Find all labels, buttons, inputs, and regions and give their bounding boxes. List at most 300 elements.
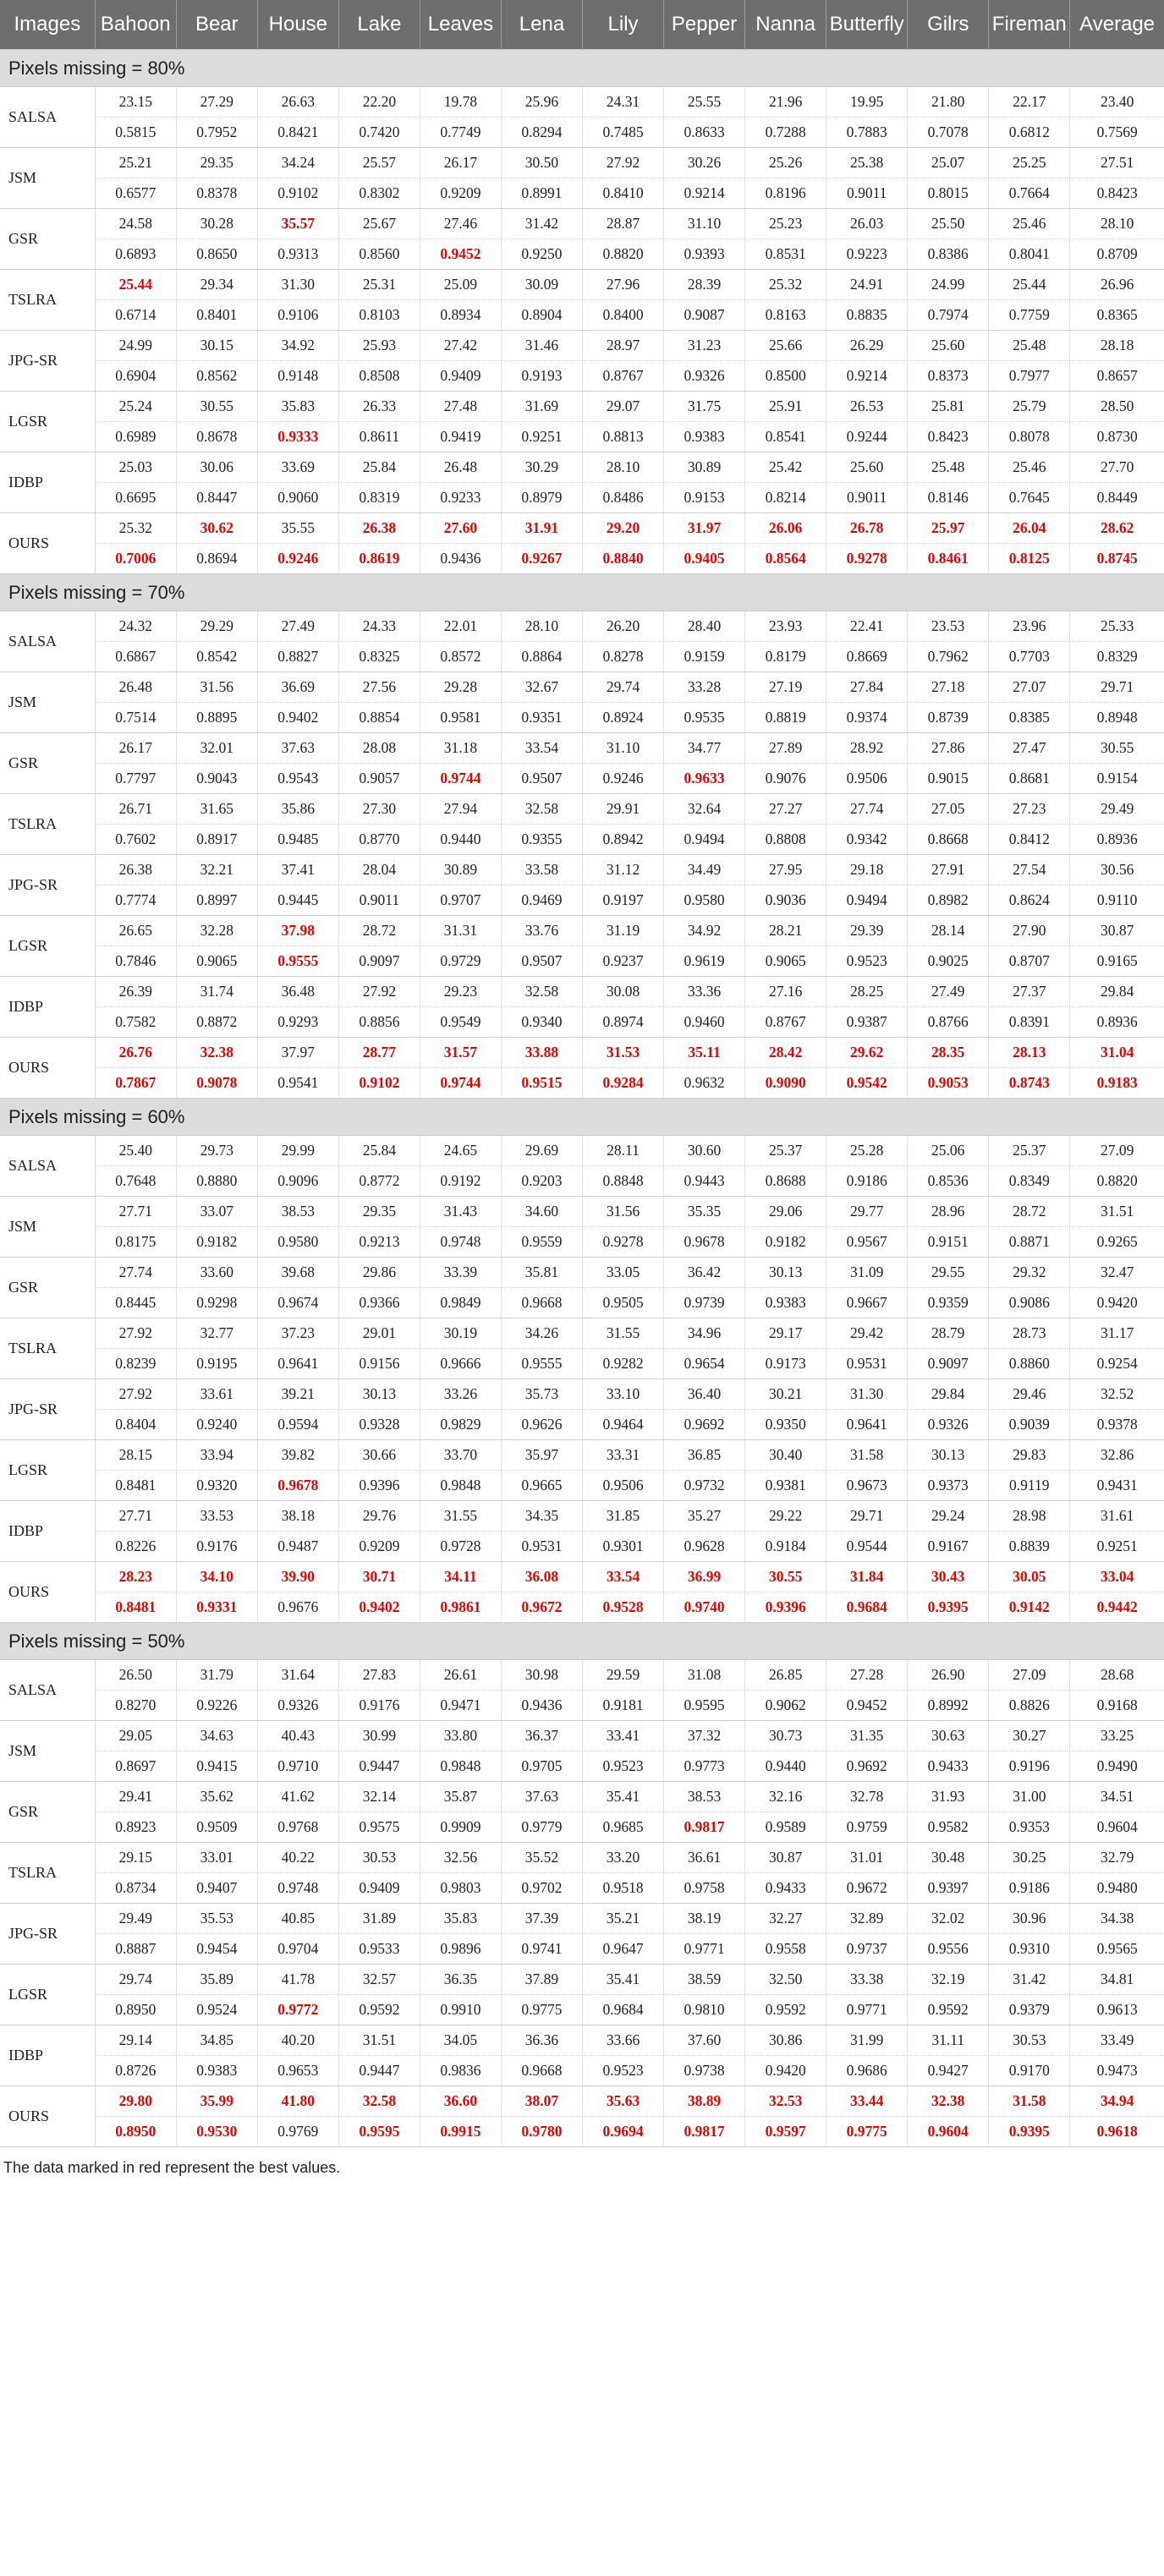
psnr-value-cell: 27.71 <box>95 1501 176 1532</box>
psnr-value-cell: 37.89 <box>501 1965 582 1995</box>
table-row <box>0 483 1164 513</box>
psnr-value-cell: 25.97 <box>908 513 989 544</box>
psnr-value-cell: 27.18 <box>908 672 989 703</box>
ssim-value-cell: 0.8923 <box>95 1812 176 1843</box>
ssim-value-cell: 0.9326 <box>664 361 745 392</box>
ssim-value-cell: 0.9685 <box>583 1812 664 1843</box>
ssim-value-cell: 0.6577 <box>95 178 176 209</box>
ssim-value-cell: 0.9402 <box>257 703 338 733</box>
psnr-value-cell: 29.84 <box>1070 977 1164 1007</box>
psnr-value-cell: 28.98 <box>989 1501 1070 1532</box>
ssim-value-cell: 0.9829 <box>420 1410 501 1440</box>
ssim-value-cell: 0.9523 <box>583 2056 664 2086</box>
psnr-value-cell: 37.60 <box>664 2025 745 2056</box>
method-name: GSR <box>0 733 95 794</box>
psnr-value-cell: 29.24 <box>908 1501 989 1532</box>
ssim-value-cell: 0.9810 <box>664 1995 745 2025</box>
psnr-value-cell: 29.77 <box>826 1197 908 1227</box>
table-row <box>0 1318 1164 1349</box>
psnr-value-cell: 29.73 <box>176 1136 257 1166</box>
header-cell: Pepper <box>664 0 745 50</box>
ssim-value-cell: 0.9543 <box>257 764 338 794</box>
ssim-value-cell: 0.9102 <box>338 1068 420 1099</box>
ssim-value-cell: 0.9595 <box>664 1691 745 1721</box>
psnr-value-cell: 27.89 <box>745 733 826 764</box>
psnr-value-cell: 30.89 <box>420 855 501 885</box>
ssim-value-cell: 0.9193 <box>501 361 582 392</box>
ssim-value-cell: 0.8175 <box>95 1227 176 1258</box>
ssim-value-cell: 0.7703 <box>989 642 1070 672</box>
ssim-value-cell: 0.8808 <box>745 825 826 855</box>
ssim-value-cell: 0.9447 <box>338 1751 420 1782</box>
ssim-value-cell: 0.9313 <box>257 239 338 270</box>
method-name: OURS <box>0 1562 95 1623</box>
psnr-value-cell: 25.31 <box>338 270 420 300</box>
psnr-value-cell: 30.26 <box>664 148 745 178</box>
ssim-value-cell: 0.8681 <box>989 764 1070 794</box>
ssim-value-cell: 0.9195 <box>176 1349 257 1379</box>
ssim-value-cell: 0.9633 <box>664 764 745 794</box>
psnr-value-cell: 35.97 <box>501 1440 582 1471</box>
psnr-value-cell: 33.28 <box>664 672 745 703</box>
ssim-value-cell: 0.9011 <box>826 178 908 209</box>
ssim-value-cell: 0.9469 <box>501 885 582 916</box>
ssim-value-cell: 0.8734 <box>95 1873 176 1904</box>
psnr-value-cell: 23.53 <box>908 611 989 642</box>
table-body <box>0 50 1164 2147</box>
ssim-value-cell: 0.8872 <box>176 1007 257 1038</box>
ssim-value-cell: 0.9284 <box>583 1068 664 1099</box>
ssim-value-cell: 0.8887 <box>95 1934 176 1965</box>
table-row <box>0 178 1164 209</box>
ssim-value-cell: 0.8421 <box>257 118 338 148</box>
ssim-value-cell: 0.8412 <box>989 825 1070 855</box>
psnr-value-cell: 19.95 <box>826 87 908 118</box>
table-row <box>0 1038 1164 1068</box>
psnr-value-cell: 29.18 <box>826 855 908 885</box>
table-row <box>0 1782 1164 1812</box>
ssim-value-cell: 0.9692 <box>826 1751 908 1782</box>
psnr-value-cell: 25.33 <box>1070 611 1164 642</box>
psnr-value-cell: 26.63 <box>257 87 338 118</box>
ssim-value-cell: 0.9395 <box>908 1592 989 1623</box>
ssim-value-cell: 0.9528 <box>583 1592 664 1623</box>
psnr-value-cell: 24.58 <box>95 209 176 239</box>
ssim-value-cell: 0.9278 <box>826 544 908 574</box>
psnr-value-cell: 34.94 <box>1070 2086 1164 2117</box>
psnr-value-cell: 27.51 <box>1070 148 1164 178</box>
ssim-value-cell: 0.9182 <box>745 1227 826 1258</box>
psnr-value-cell: 39.90 <box>257 1562 338 1592</box>
ssim-value-cell: 0.8423 <box>1070 178 1164 209</box>
psnr-value-cell: 28.40 <box>664 611 745 642</box>
method-name: LGSR <box>0 392 95 452</box>
ssim-value-cell: 0.9592 <box>908 1995 989 2025</box>
ssim-value-cell: 0.9494 <box>826 885 908 916</box>
psnr-value-cell: 24.91 <box>826 270 908 300</box>
ssim-value-cell: 0.9531 <box>826 1349 908 1379</box>
psnr-value-cell: 27.09 <box>1070 1136 1164 1166</box>
table-row <box>0 1501 1164 1532</box>
ssim-value-cell: 0.9282 <box>583 1349 664 1379</box>
ssim-value-cell: 0.9604 <box>1070 1812 1164 1843</box>
ssim-value-cell: 0.9849 <box>420 1288 501 1318</box>
table-row <box>0 1691 1164 1721</box>
ssim-value-cell: 0.7645 <box>989 483 1070 513</box>
group-header-row <box>0 1099 1164 1136</box>
ssim-value-cell: 0.9707 <box>420 885 501 916</box>
psnr-value-cell: 37.63 <box>257 733 338 764</box>
psnr-value-cell: 30.09 <box>501 270 582 300</box>
ssim-value-cell: 0.8688 <box>745 1166 826 1197</box>
ssim-value-cell: 0.9251 <box>1070 1532 1164 1562</box>
psnr-value-cell: 26.48 <box>95 672 176 703</box>
ssim-value-cell: 0.9692 <box>664 1410 745 1440</box>
ssim-value-cell: 0.9310 <box>989 1934 1070 1965</box>
method-name: OURS <box>0 513 95 574</box>
header-cell: Fireman <box>989 0 1070 50</box>
ssim-value-cell: 0.7749 <box>420 118 501 148</box>
ssim-value-cell: 0.7977 <box>989 361 1070 392</box>
psnr-value-cell: 39.68 <box>257 1258 338 1288</box>
psnr-value-cell: 35.63 <box>583 2086 664 2117</box>
psnr-value-cell: 25.96 <box>501 87 582 118</box>
table-row <box>0 1068 1164 1099</box>
psnr-value-cell: 38.59 <box>664 1965 745 1995</box>
psnr-value-cell: 27.29 <box>176 87 257 118</box>
psnr-value-cell: 28.77 <box>338 1038 420 1068</box>
ssim-value-cell: 0.9848 <box>420 1471 501 1501</box>
psnr-value-cell: 40.22 <box>257 1843 338 1873</box>
ssim-value-cell: 0.8564 <box>745 544 826 574</box>
method-name: JSM <box>0 1721 95 1782</box>
psnr-value-cell: 28.72 <box>338 916 420 946</box>
ssim-value-cell: 0.9043 <box>176 764 257 794</box>
psnr-value-cell: 29.39 <box>826 916 908 946</box>
psnr-value-cell: 32.58 <box>501 794 582 825</box>
method-name: TSLRA <box>0 1843 95 1904</box>
ssim-value-cell: 0.9686 <box>826 2056 908 2086</box>
psnr-value-cell: 29.49 <box>95 1904 176 1934</box>
ssim-value-cell: 0.9684 <box>826 1592 908 1623</box>
ssim-value-cell: 0.9567 <box>826 1227 908 1258</box>
psnr-value-cell: 31.58 <box>826 1440 908 1471</box>
ssim-value-cell: 0.9278 <box>583 1227 664 1258</box>
psnr-value-cell: 34.85 <box>176 2025 257 2056</box>
psnr-value-cell: 27.37 <box>989 977 1070 1007</box>
psnr-value-cell: 25.50 <box>908 209 989 239</box>
psnr-value-cell: 25.84 <box>338 452 420 483</box>
psnr-value-cell: 31.43 <box>420 1197 501 1227</box>
ssim-value-cell: 0.9176 <box>176 1532 257 1562</box>
psnr-value-cell: 27.16 <box>745 977 826 1007</box>
psnr-value-cell: 34.92 <box>664 916 745 946</box>
psnr-value-cell: 32.77 <box>176 1318 257 1349</box>
psnr-value-cell: 30.73 <box>745 1721 826 1751</box>
ssim-value-cell: 0.8404 <box>95 1410 176 1440</box>
ssim-value-cell: 0.9710 <box>257 1751 338 1782</box>
table-row <box>0 452 1164 483</box>
psnr-value-cell: 25.07 <box>908 148 989 178</box>
method-name: JSM <box>0 1197 95 1258</box>
psnr-value-cell: 22.20 <box>338 87 420 118</box>
ssim-value-cell: 0.9447 <box>338 2056 420 2086</box>
psnr-value-cell: 36.61 <box>664 1843 745 1873</box>
psnr-value-cell: 37.97 <box>257 1038 338 1068</box>
psnr-value-cell: 27.05 <box>908 794 989 825</box>
psnr-value-cell: 35.73 <box>501 1379 582 1410</box>
header-cell: Butterfly <box>826 0 908 50</box>
psnr-value-cell: 29.71 <box>1070 672 1164 703</box>
psnr-value-cell: 34.92 <box>257 331 338 361</box>
psnr-value-cell: 29.76 <box>338 1501 420 1532</box>
ssim-value-cell: 0.9405 <box>664 544 745 574</box>
ssim-value-cell: 0.9420 <box>1070 1288 1164 1318</box>
psnr-value-cell: 26.17 <box>95 733 176 764</box>
psnr-value-cell: 31.18 <box>420 733 501 764</box>
ssim-value-cell: 0.8668 <box>908 825 989 855</box>
ssim-value-cell: 0.8386 <box>908 239 989 270</box>
ssim-value-cell: 0.8826 <box>989 1691 1070 1721</box>
ssim-value-cell: 0.9244 <box>826 422 908 452</box>
method-name: IDBP <box>0 1501 95 1562</box>
ssim-value-cell: 0.6695 <box>95 483 176 513</box>
psnr-value-cell: 34.26 <box>501 1318 582 1349</box>
ssim-value-cell: 0.9592 <box>745 1995 826 2025</box>
ssim-value-cell: 0.9442 <box>1070 1592 1164 1623</box>
table-row <box>0 1288 1164 1318</box>
table-row <box>0 1258 1164 1288</box>
psnr-value-cell: 34.49 <box>664 855 745 885</box>
group-label: Pixels missing = 70% <box>0 574 1164 611</box>
table-row <box>0 148 1164 178</box>
psnr-value-cell: 30.19 <box>420 1318 501 1349</box>
psnr-value-cell: 33.66 <box>583 2025 664 2056</box>
ssim-value-cell: 0.9817 <box>664 2117 745 2147</box>
ssim-value-cell: 0.9594 <box>257 1410 338 1440</box>
ssim-value-cell: 0.7797 <box>95 764 176 794</box>
psnr-value-cell: 32.89 <box>826 1904 908 1934</box>
ssim-value-cell: 0.7867 <box>95 1068 176 1099</box>
psnr-value-cell: 26.78 <box>826 513 908 544</box>
ssim-value-cell: 0.9381 <box>745 1471 826 1501</box>
ssim-value-cell: 0.9581 <box>420 703 501 733</box>
ssim-value-cell: 0.9665 <box>501 1471 582 1501</box>
ssim-value-cell: 0.9748 <box>420 1227 501 1258</box>
ssim-value-cell: 0.8486 <box>583 483 664 513</box>
table-row <box>0 209 1164 239</box>
ssim-value-cell: 0.9836 <box>420 2056 501 2086</box>
psnr-value-cell: 27.83 <box>338 1660 420 1691</box>
table-row <box>0 1721 1164 1751</box>
psnr-value-cell: 25.42 <box>745 452 826 483</box>
psnr-value-cell: 29.42 <box>826 1318 908 1349</box>
psnr-value-cell: 33.10 <box>583 1379 664 1410</box>
ssim-value-cell: 0.9039 <box>989 1410 1070 1440</box>
table-row <box>0 1379 1164 1410</box>
psnr-value-cell: 33.53 <box>176 1501 257 1532</box>
psnr-value-cell: 26.33 <box>338 392 420 422</box>
ssim-value-cell: 0.8500 <box>745 361 826 392</box>
psnr-value-cell: 30.29 <box>501 452 582 483</box>
psnr-value-cell: 23.93 <box>745 611 826 642</box>
psnr-value-cell: 31.00 <box>989 1782 1070 1812</box>
psnr-value-cell: 25.48 <box>989 331 1070 361</box>
ssim-value-cell: 0.8950 <box>95 2117 176 2147</box>
psnr-value-cell: 35.35 <box>664 1197 745 1227</box>
psnr-value-cell: 22.01 <box>420 611 501 642</box>
ssim-value-cell: 0.9595 <box>338 2117 420 2147</box>
ssim-value-cell: 0.9036 <box>745 885 826 916</box>
psnr-value-cell: 28.11 <box>583 1136 664 1166</box>
psnr-value-cell: 29.91 <box>583 794 664 825</box>
psnr-value-cell: 27.74 <box>95 1258 176 1288</box>
psnr-value-cell: 27.74 <box>826 794 908 825</box>
ssim-value-cell: 0.9379 <box>989 1995 1070 2025</box>
psnr-value-cell: 37.41 <box>257 855 338 885</box>
ssim-value-cell: 0.8856 <box>338 1007 420 1038</box>
ssim-value-cell: 0.9738 <box>664 2056 745 2086</box>
ssim-value-cell: 0.9419 <box>420 422 501 452</box>
ssim-value-cell: 0.9301 <box>583 1532 664 1562</box>
psnr-value-cell: 27.86 <box>908 733 989 764</box>
ssim-value-cell: 0.9154 <box>1070 764 1164 794</box>
psnr-value-cell: 35.41 <box>583 1965 664 1995</box>
psnr-value-cell: 35.52 <box>501 1843 582 1873</box>
ssim-value-cell: 0.9678 <box>257 1471 338 1501</box>
method-name: JPG-SR <box>0 1904 95 1965</box>
ssim-value-cell: 0.9167 <box>908 1532 989 1562</box>
psnr-value-cell: 31.04 <box>1070 1038 1164 1068</box>
psnr-value-cell: 31.57 <box>420 1038 501 1068</box>
ssim-value-cell: 0.6867 <box>95 642 176 672</box>
psnr-value-cell: 38.18 <box>257 1501 338 1532</box>
ssim-value-cell: 0.9090 <box>745 1068 826 1099</box>
ssim-value-cell: 0.8657 <box>1070 361 1164 392</box>
ssim-value-cell: 0.6904 <box>95 361 176 392</box>
psnr-value-cell: 31.01 <box>826 1843 908 1873</box>
psnr-value-cell: 38.89 <box>664 2086 745 2117</box>
ssim-value-cell: 0.8391 <box>989 1007 1070 1038</box>
table-row <box>0 513 1164 544</box>
ssim-value-cell: 0.9065 <box>176 946 257 977</box>
psnr-value-cell: 27.42 <box>420 331 501 361</box>
ssim-value-cell: 0.9159 <box>664 642 745 672</box>
psnr-value-cell: 30.08 <box>583 977 664 1007</box>
ssim-value-cell: 0.8401 <box>176 300 257 331</box>
ssim-value-cell: 0.9910 <box>420 1995 501 2025</box>
ssim-value-cell: 0.9773 <box>664 1751 745 1782</box>
ssim-value-cell: 0.8880 <box>176 1166 257 1197</box>
ssim-value-cell: 0.8743 <box>989 1068 1070 1099</box>
ssim-value-cell: 0.9148 <box>257 361 338 392</box>
psnr-value-cell: 41.80 <box>257 2086 338 2117</box>
psnr-value-cell: 39.21 <box>257 1379 338 1410</box>
table-header-row <box>0 0 1164 50</box>
method-name: SALSA <box>0 1660 95 1721</box>
ssim-value-cell: 0.9186 <box>989 1873 1070 1904</box>
ssim-value-cell: 0.8531 <box>745 239 826 270</box>
ssim-value-cell: 0.9409 <box>338 1873 420 1904</box>
psnr-value-cell: 36.48 <box>257 977 338 1007</box>
ssim-value-cell: 0.7288 <box>745 118 826 148</box>
ssim-value-cell: 0.8726 <box>95 2056 176 2086</box>
ssim-value-cell: 0.7664 <box>989 178 1070 209</box>
ssim-value-cell: 0.9666 <box>420 1349 501 1379</box>
psnr-value-cell: 25.60 <box>826 452 908 483</box>
psnr-value-cell: 31.17 <box>1070 1318 1164 1349</box>
ssim-value-cell: 0.9758 <box>664 1873 745 1904</box>
group-header-row <box>0 1623 1164 1660</box>
psnr-value-cell: 33.54 <box>501 733 582 764</box>
ssim-value-cell: 0.8974 <box>583 1007 664 1038</box>
table-row <box>0 611 1164 642</box>
psnr-value-cell: 33.01 <box>176 1843 257 1873</box>
ssim-value-cell: 0.7485 <box>583 118 664 148</box>
ssim-value-cell: 0.9673 <box>826 1471 908 1501</box>
psnr-value-cell: 25.03 <box>95 452 176 483</box>
psnr-value-cell: 26.76 <box>95 1038 176 1068</box>
ssim-value-cell: 0.8125 <box>989 544 1070 574</box>
ssim-value-cell: 0.7006 <box>95 544 176 574</box>
table-row <box>0 1227 1164 1258</box>
psnr-value-cell: 28.92 <box>826 733 908 764</box>
ssim-value-cell: 0.9087 <box>664 300 745 331</box>
ssim-value-cell: 0.9097 <box>338 946 420 977</box>
psnr-value-cell: 29.86 <box>338 1258 420 1288</box>
ssim-value-cell: 0.7846 <box>95 946 176 977</box>
psnr-value-cell: 30.71 <box>338 1562 420 1592</box>
psnr-value-cell: 32.58 <box>338 2086 420 2117</box>
psnr-value-cell: 29.28 <box>420 672 501 703</box>
psnr-value-cell: 26.38 <box>338 513 420 544</box>
psnr-value-cell: 23.96 <box>989 611 1070 642</box>
ssim-value-cell: 0.9374 <box>826 703 908 733</box>
psnr-value-cell: 28.35 <box>908 1038 989 1068</box>
ssim-value-cell: 0.8015 <box>908 178 989 209</box>
ssim-value-cell: 0.8461 <box>908 544 989 574</box>
ssim-value-cell: 0.9142 <box>989 1592 1070 1623</box>
psnr-value-cell: 36.08 <box>501 1562 582 1592</box>
psnr-value-cell: 31.51 <box>338 2025 420 2056</box>
psnr-value-cell: 28.25 <box>826 977 908 1007</box>
ssim-value-cell: 0.9209 <box>338 1532 420 1562</box>
psnr-value-cell: 34.35 <box>501 1501 582 1532</box>
ssim-value-cell: 0.8423 <box>908 422 989 452</box>
psnr-value-cell: 29.59 <box>583 1660 664 1691</box>
header-cell: Leaves <box>420 0 501 50</box>
psnr-value-cell: 34.51 <box>1070 1782 1164 1812</box>
table-row <box>0 794 1164 825</box>
ssim-value-cell: 0.8447 <box>176 483 257 513</box>
psnr-value-cell: 30.28 <box>176 209 257 239</box>
psnr-value-cell: 31.31 <box>420 916 501 946</box>
ssim-value-cell: 0.8709 <box>1070 239 1164 270</box>
psnr-value-cell: 30.86 <box>745 2025 826 2056</box>
ssim-value-cell: 0.9393 <box>664 239 745 270</box>
table-row <box>0 118 1164 148</box>
method-name: SALSA <box>0 1136 95 1197</box>
psnr-value-cell: 31.42 <box>501 209 582 239</box>
ssim-value-cell: 0.9176 <box>338 1691 420 1721</box>
psnr-value-cell: 30.53 <box>338 1843 420 1873</box>
psnr-value-cell: 31.35 <box>826 1721 908 1751</box>
psnr-value-cell: 33.94 <box>176 1440 257 1471</box>
ssim-value-cell: 0.8739 <box>908 703 989 733</box>
psnr-value-cell: 25.28 <box>826 1136 908 1166</box>
ssim-value-cell: 0.8997 <box>176 885 257 916</box>
ssim-value-cell: 0.9326 <box>908 1410 989 1440</box>
